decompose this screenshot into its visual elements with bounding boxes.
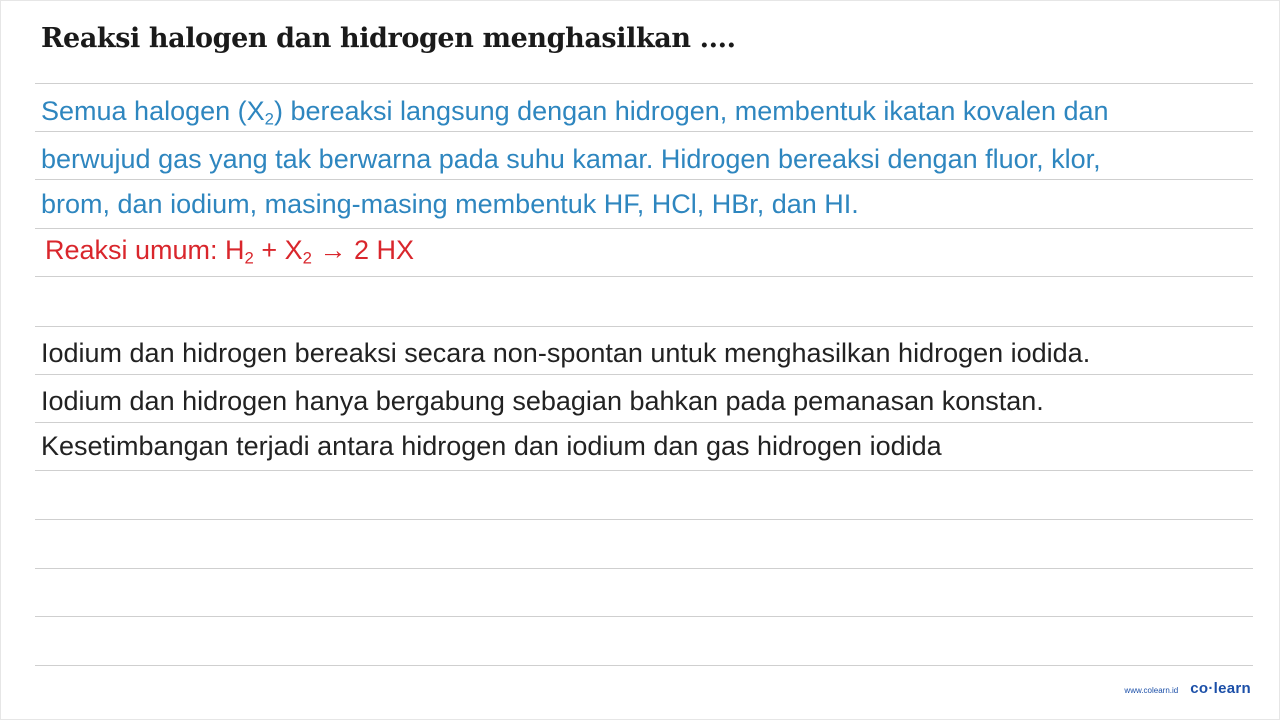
- footer-url: www.colearn.id: [1124, 686, 1179, 695]
- explanation-line-3: brom, dan iodium, masing-masing membentuk HF, HCl, HBr, dan HI.: [41, 189, 859, 219]
- ruled-line: [35, 665, 1253, 666]
- reaction-subscript-2: 2: [302, 248, 312, 268]
- ruled-line: [35, 616, 1253, 617]
- statement-line-2: Iodium dan hidrogen hanya bergabung sebagian bahkan pada pemanasan konstan.: [41, 386, 1044, 416]
- ruled-line: [35, 228, 1253, 229]
- reaction-subscript-1: 2: [244, 248, 254, 268]
- explanation-line-2: berwujud gas yang tak berwarna pada suhu kamar. Hidrogen bereaksi dengan fluor, klor,: [41, 144, 1101, 174]
- ruled-line: [35, 276, 1253, 277]
- ruled-line: [35, 470, 1253, 471]
- question-title: Reaksi halogen dan hidrogen menghasilkan ....: [41, 23, 736, 54]
- ruled-line: [35, 374, 1253, 375]
- ruled-line: [35, 179, 1253, 180]
- ruled-line: [35, 131, 1253, 132]
- explanation-line-1: [41, 96, 1109, 129]
- ruled-line: [35, 83, 1253, 84]
- reaction-label: Reaksi umum: H: [45, 235, 245, 265]
- explanation-line-1-subscript: 2: [264, 109, 274, 129]
- reaction-mid: + X: [253, 235, 303, 265]
- general-reaction-line: [45, 235, 414, 268]
- ruled-line: [35, 519, 1253, 520]
- statement-line-1: Iodium dan hidrogen bereaksi secara non-spontan untuk menghasilkan hidrogen iodida.: [41, 338, 1091, 368]
- footer-watermark: [1124, 680, 1251, 697]
- statement-line-3: Kesetimbangan terjadi antara hidrogen dan iodium dan gas hidrogen iodida: [41, 431, 942, 461]
- ruled-line: [35, 422, 1253, 423]
- explanation-line-1-pre: Semua halogen (X: [41, 96, 265, 126]
- ruled-line: [35, 568, 1253, 569]
- reaction-product: → 2 HX: [311, 235, 414, 265]
- colearn-logo: co·learn: [1190, 680, 1251, 697]
- ruled-line: [35, 326, 1253, 327]
- explanation-line-1-post: ) bereaksi langsung dengan hidrogen, membentuk ikatan kovalen dan: [273, 96, 1109, 126]
